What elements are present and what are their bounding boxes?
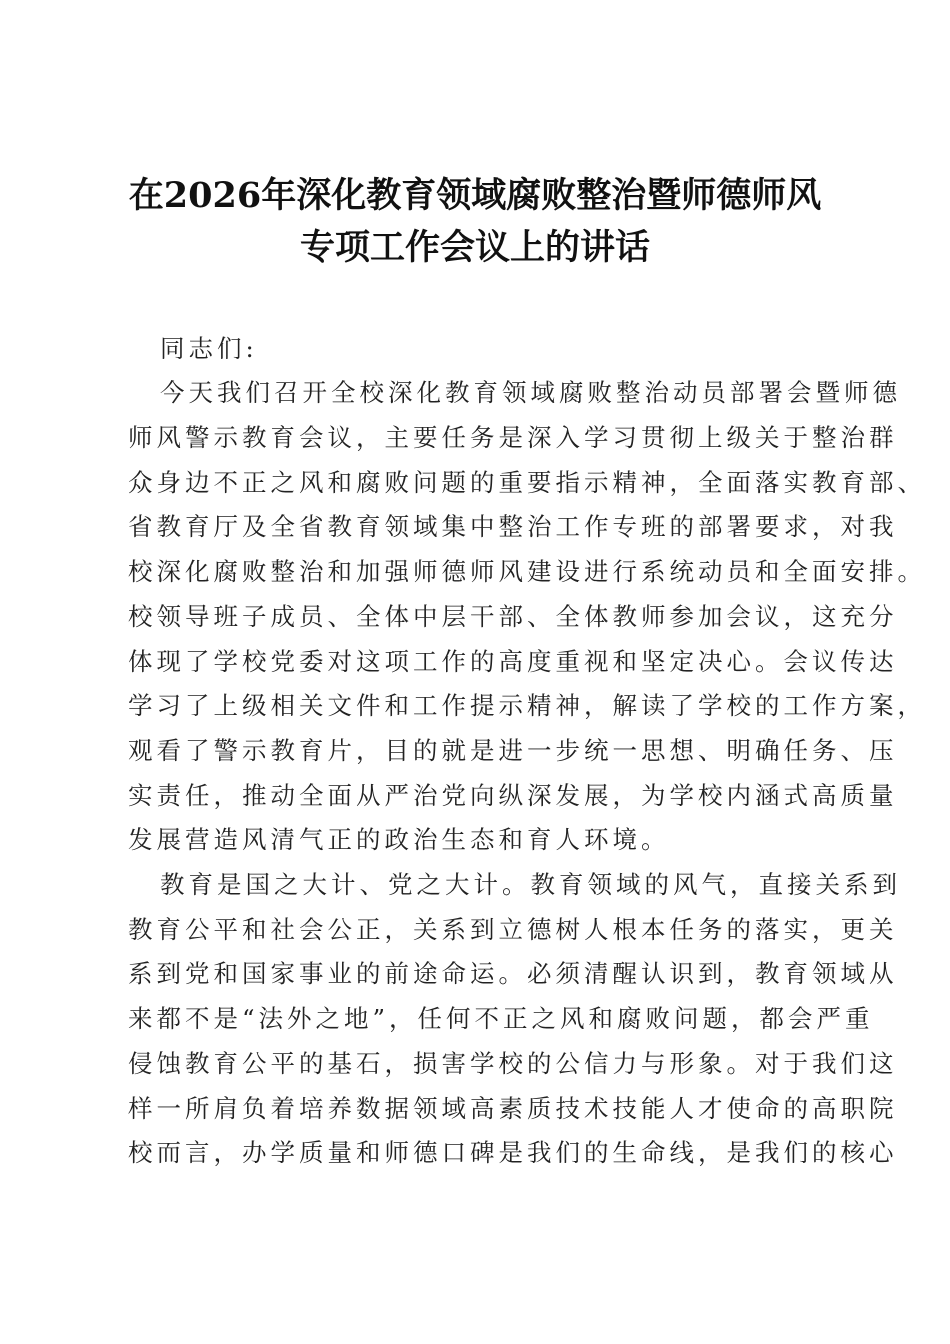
paragraph-line: 体现了学校党委对这项工作的高度重视和坚定决心。会议传达 [128, 647, 898, 676]
paragraph-line: 发展营造风清气正的政治生态和育人环境。 [128, 825, 670, 854]
paragraph-line: 教育公平和社会公正，关系到立德树人根本任务的落实，更关 [128, 915, 898, 944]
paragraph-line: 教育是国之大计、党之大计。教育领域的风气，直接关系到 [160, 870, 901, 899]
paragraph-line: 样一所肩负着培养数据领域高素质技术技能人才使命的高职院 [128, 1094, 898, 1123]
salutation: 同志们: [160, 334, 258, 363]
paragraph-line: 学习了上级相关文件和工作提示精神，解读了学校的工作方案， [128, 691, 926, 720]
paragraph-line: 今天我们召开全校深化教育领域腐败整治动员部署会暨师德 [160, 378, 901, 407]
paragraph-line: 师风警示教育会议，主要任务是深入学习贯彻上级关于整治群 [128, 423, 898, 452]
document-title-line-1: 在2026年深化教育领域腐败整治暨师德师风 [128, 175, 822, 216]
paragraph-line: 实责任，推动全面从严治党向纵深发展，为学校内涵式高质量 [128, 781, 898, 810]
paragraph-line: 校领导班子成员、全体中层干部、全体教师参加会议，这充分 [128, 602, 898, 631]
paragraph-line: 系到党和国家事业的前途命运。必须清醒认识到，教育领域从 [128, 959, 898, 988]
paragraph-line: 校深化腐败整治和加强师德师风建设进行系统动员和全面安排。 [128, 557, 926, 586]
paragraph-line: 众身边不正之风和腐败问题的重要指示精神，全面落实教育部、 [128, 468, 926, 497]
paragraph-line: 校而言，办学质量和师德口碑是我们的生命线，是我们的核心 [128, 1138, 898, 1167]
paragraph-line: 省教育厅及全省教育领域集中整治工作专班的部署要求，对我 [128, 512, 898, 541]
document-title-line-2: 专项工作会议上的讲话 [299, 227, 650, 268]
paragraph-line: 侵蚀教育公平的基石，损害学校的公信力与形象。对于我们这 [128, 1049, 898, 1078]
paragraph-line: 来都不是“法外之地”，任何不正之风和腐败问题，都会严重 [128, 1004, 874, 1033]
paragraph-line: 观看了警示教育片，目的就是进一步统一思想、明确任务、压 [128, 736, 898, 765]
